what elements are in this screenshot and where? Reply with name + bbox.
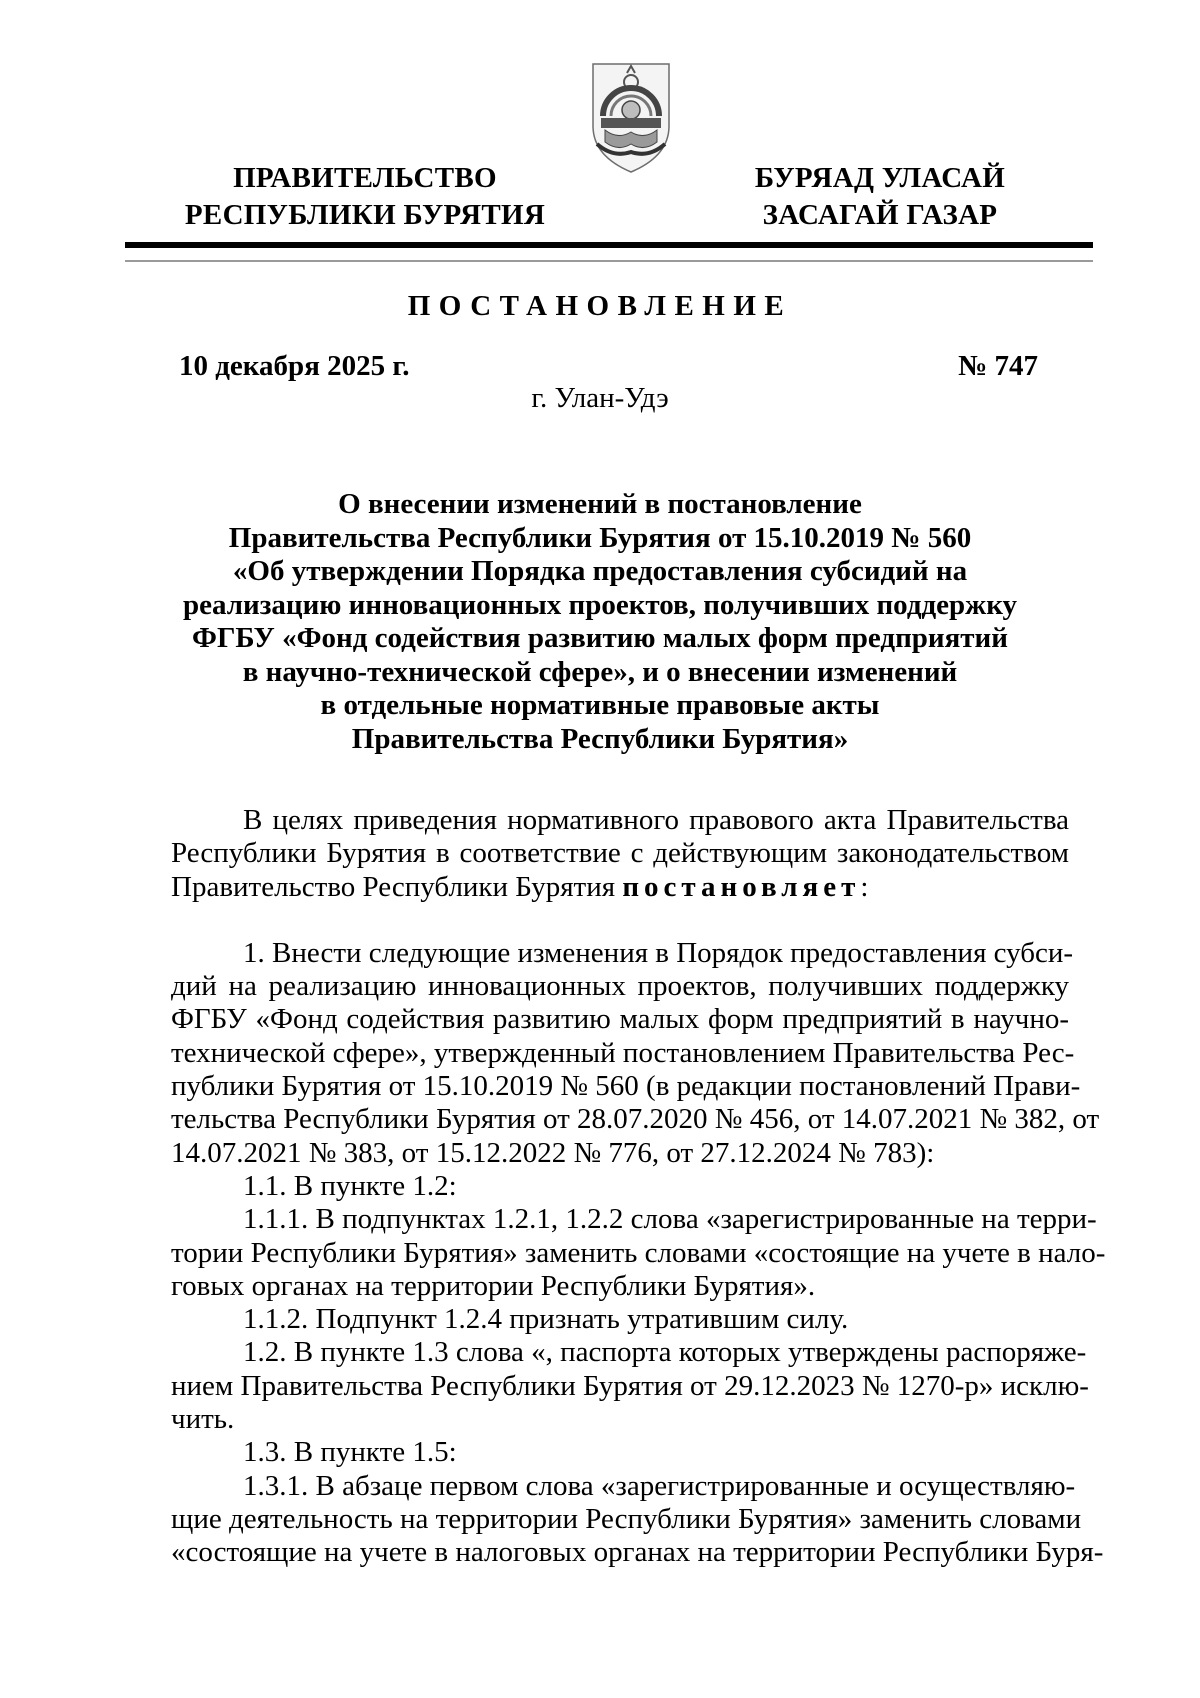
body-line: ФГБУ «Фонд содействия развитию малых форм предприятий в научно- <box>171 1003 1069 1036</box>
body-line: тельства Республики Бурятия от 28.07.2020 № 456, от 14.07.2021 № 382, от <box>171 1103 1100 1136</box>
body-line: 14.07.2021 № 383, от 15.12.2022 № 776, от 27.12.2024 № 783): <box>171 1136 935 1169</box>
item-paragraph <box>171 1170 1069 1203</box>
government-name-line-2: РЕСПУБЛИКИ БУРЯТИЯ <box>184 199 546 231</box>
subject-line: реализацию инновационных проектов, получивших поддержку <box>182 588 1018 621</box>
item-paragraph <box>171 1203 1106 1303</box>
body-line: 1.3. В пункте 1.5: <box>243 1436 457 1469</box>
document-number: № 747 <box>958 350 1038 382</box>
item-paragraph <box>171 1336 1089 1436</box>
preamble-paragraph <box>171 804 1069 904</box>
body-line: 1.1. В пункте 1.2: <box>243 1169 457 1202</box>
preamble-text: Правительство Республики Бурятия <box>171 870 623 903</box>
subject-line: в отдельные нормативные правовые акты <box>320 689 880 721</box>
preamble-colon: : <box>860 870 869 903</box>
subject-line: в научно-технической сфере», и о внесении изменений <box>242 655 958 688</box>
body-line: щие деятельность на территории Республики Бурятия» заменить словами <box>171 1502 1082 1535</box>
item-paragraph <box>171 1436 1069 1469</box>
document-body <box>171 804 1106 1570</box>
body-line: «состоящие на учете в налоговых органах на территории Республики Буря- <box>171 1536 1104 1569</box>
government-name-russian <box>170 160 560 234</box>
body-line: тории Республики Бурятия» заменить словами «состоящие на учете в нало- <box>171 1236 1106 1269</box>
body-line: 1.1.2. Подпункт 1.2.4 признать утратившим силу. <box>243 1303 849 1336</box>
subject-line: ФГБУ «Фонд содействия развитию малых форм предприятий <box>192 622 1008 654</box>
body-line: В целях приведения нормативного правового акта Правительства <box>243 804 1069 836</box>
subject-line: О внесении изменений в постановление <box>338 488 862 520</box>
subject-line: «Об утверждении Порядка предоставления субсидий на <box>232 555 968 587</box>
document-subject <box>150 488 1050 756</box>
header-divider-thin <box>125 260 1093 262</box>
document-city: г. Улан-Удэ <box>531 382 669 414</box>
government-name-buryat-line-2: ЗАСАГАЙ ГАЗАР <box>762 199 998 231</box>
government-name-buryat <box>735 160 1025 234</box>
coat-of-arms-icon <box>583 56 679 176</box>
government-name-buryat-line-1: БУРЯАД УЛАСАЙ <box>754 162 1006 194</box>
document-type-title: ПОСТАНОВЛЕНИЕ <box>407 290 793 322</box>
body-line: 1. Внести следующие изменения в Порядок предоставления субси- <box>243 936 1074 969</box>
document-date: 10 декабря 2025 г. <box>179 350 410 382</box>
subject-line: Правительства Республики Бурятия от 15.10.2019 № 560 <box>228 521 972 554</box>
item-paragraph <box>171 1303 1069 1336</box>
body-line: говых органах на территории Республики Бурятия». <box>171 1269 816 1302</box>
government-name-line-1: ПРАВИТЕЛЬСТВО <box>233 162 497 194</box>
header-divider-thick <box>125 242 1093 248</box>
item-paragraph <box>171 1469 1104 1570</box>
body-line: публики Бурятия от 15.10.2019 № 560 (в редакции постановлений Прави- <box>171 1070 1081 1103</box>
body-line: 1.3.1. В абзаце первом слова «зарегистрированные и осуществляю- <box>243 1469 1076 1502</box>
body-line: нием Правительства Республики Бурятия от 29.12.2023 № 1270-р» исклю- <box>171 1369 1089 1402</box>
body-line: Республики Бурятия в соответствие с действующим законодательством <box>171 837 1069 870</box>
body-line: 1.1.1. В подпунктах 1.2.1, 1.2.2 слова «зарегистрированные на терри- <box>243 1203 1097 1236</box>
body-line: технической сфере», утвержденный постановлением Правительства Рес- <box>171 1036 1075 1069</box>
resolves-word: постановляет <box>622 870 861 903</box>
item-paragraph <box>171 936 1100 1170</box>
body-line: чить. <box>171 1403 235 1436</box>
subject-line: Правительства Республики Бурятия» <box>351 722 849 755</box>
body-line <box>171 871 1069 904</box>
body-line: дий на реализацию инновационных проектов, получивших поддержку <box>171 970 1069 1003</box>
body-line: 1.2. В пункте 1.3 слова «, паспорта которых утверждены распоряже- <box>243 1336 1087 1369</box>
